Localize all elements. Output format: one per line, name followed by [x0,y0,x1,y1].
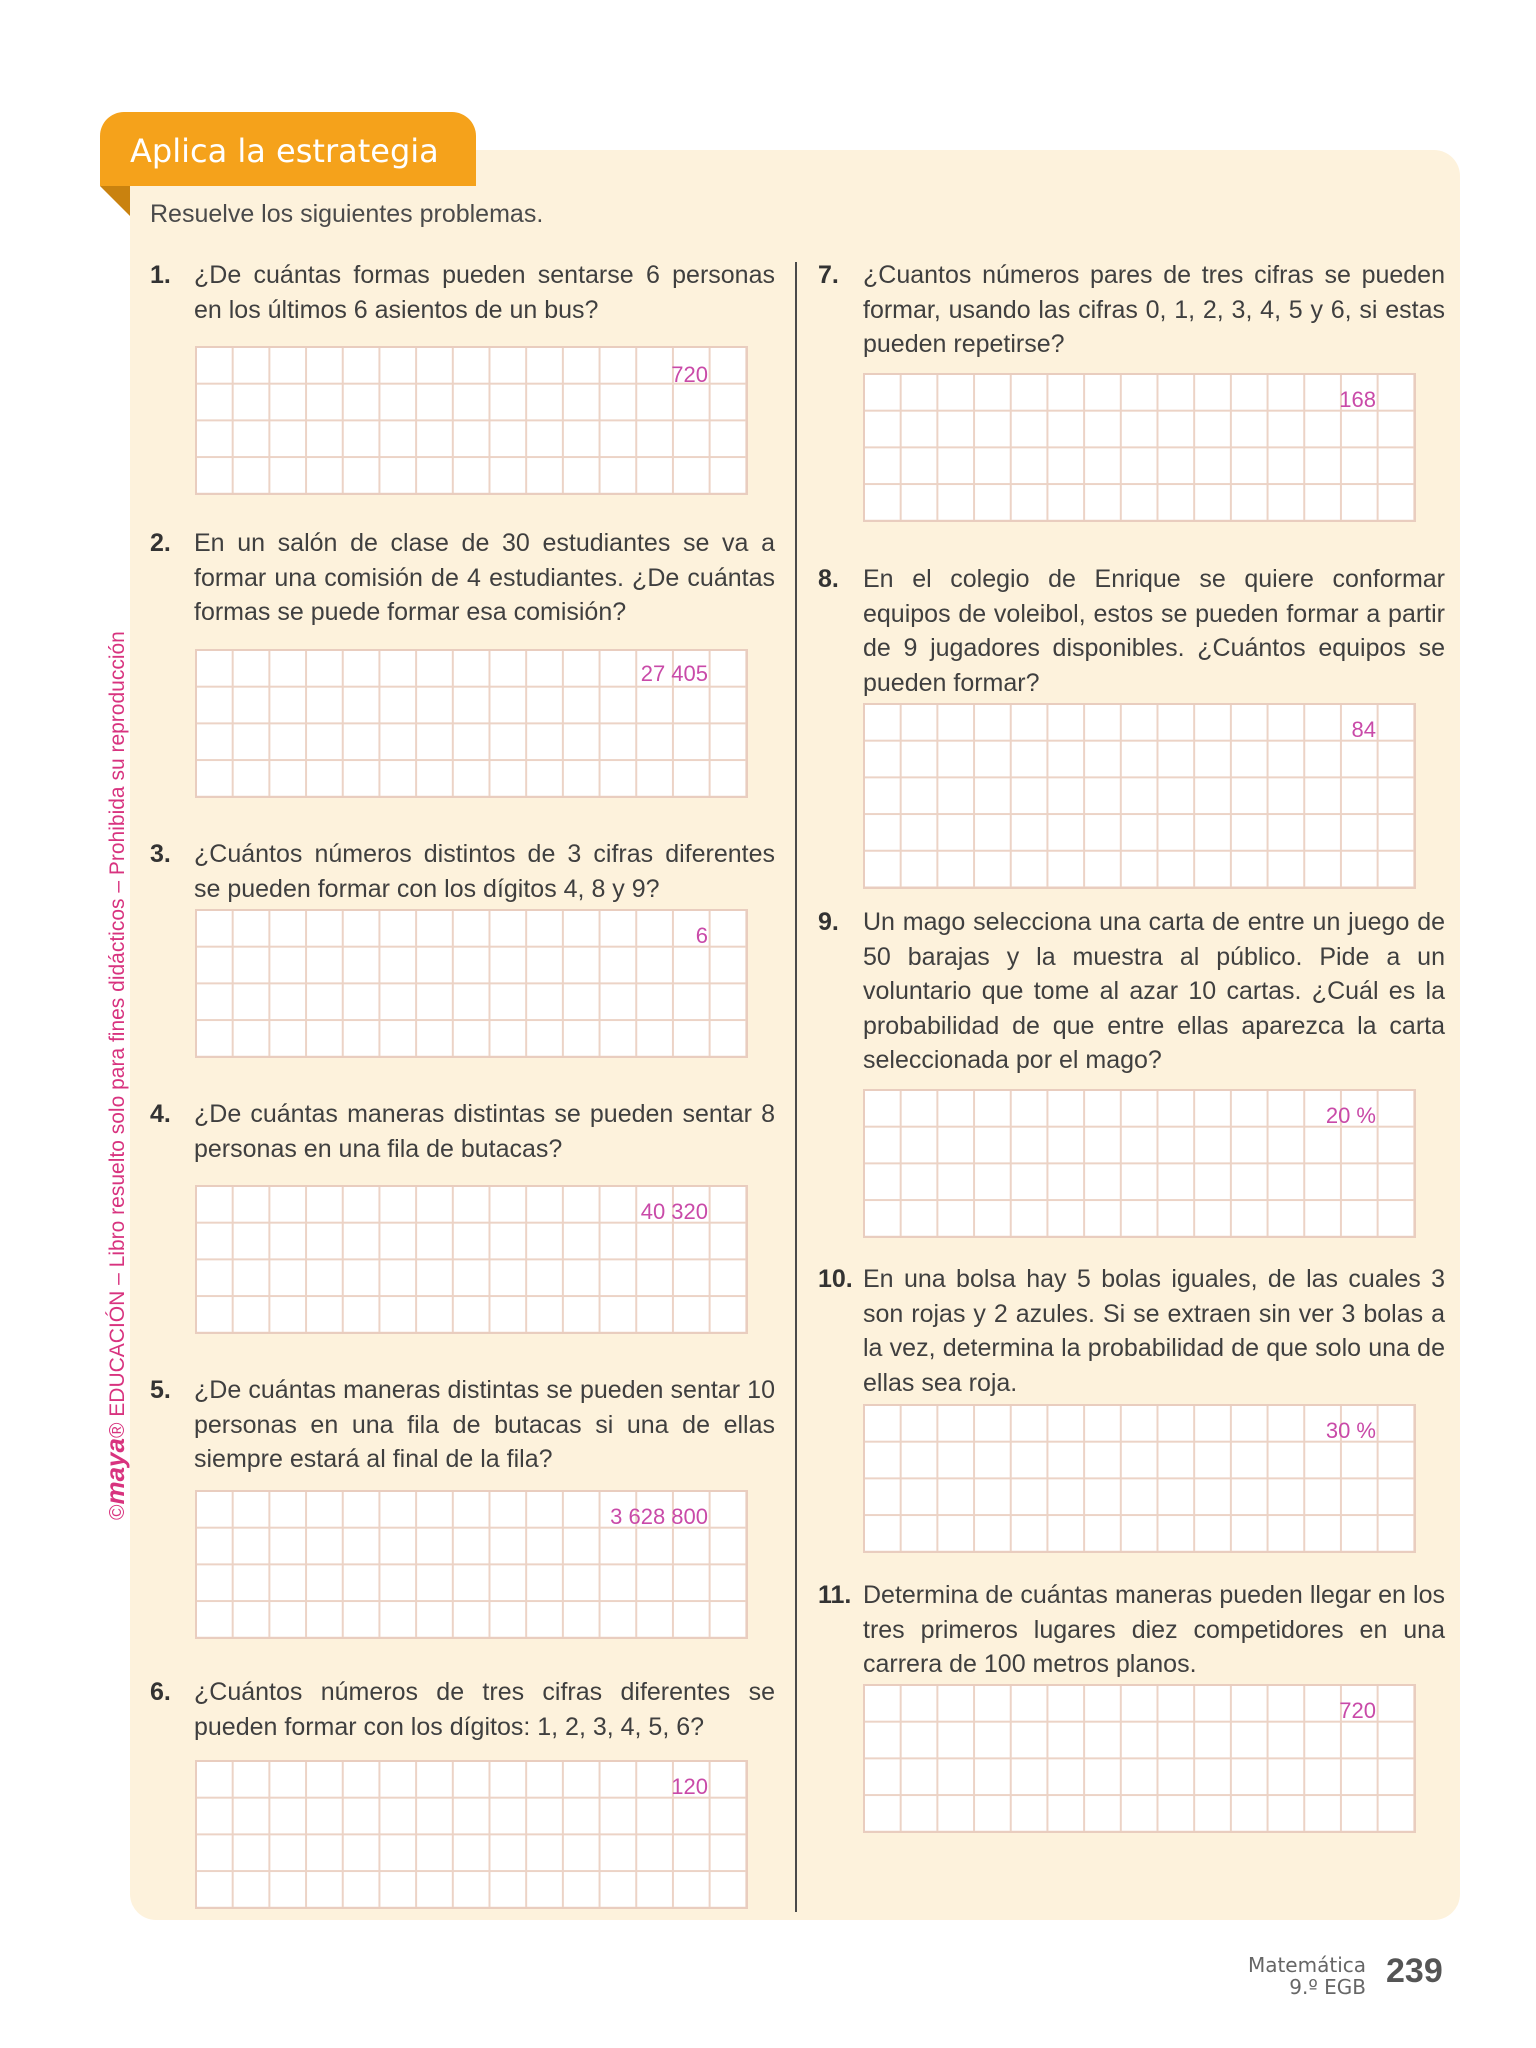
answer-5: 3 628 800 [610,1504,708,1529]
problem-number: 1. [150,261,171,289]
footer-subject [1248,1954,1366,1998]
problem-4 [150,1097,775,1166]
problem-number: 7. [818,261,839,289]
answer-6: 120 [671,1774,708,1799]
answer-grid-3[interactable] [195,909,748,1058]
answer-grid-9[interactable] [863,1089,1416,1238]
problem-text: ¿Cuantos números pares de tres cifras se pueden formar, usando las cifras 0, 1, 2, 3, 4, 5 y 6, si estas pueden repetirse? [863,261,1445,358]
problem-text: Un mago selecciona una carta de entre un juego de 50 barajas y la muestra al público. Pide a un voluntario que tome al azar 10 cartas. ¿Cuál es la probabilidad de que entre ellas aparezca la carta seleccionada por el mago? [863,908,1445,1074]
answer-4: 40 320 [640,1199,708,1224]
answer-1: 720 [671,362,708,387]
answer-2: 27 405 [640,661,708,686]
column-divider [795,262,797,1912]
answer-grid-2[interactable] [195,649,748,798]
problem-text: ¿De cuántas maneras distintas se pueden sentar 10 personas en una fila de butacas si una de ellas siempre estará al final de la fila? [194,1376,775,1473]
answer-grid-10[interactable] [863,1404,1416,1553]
problem-number: 9. [818,908,839,936]
problem-number: 2. [150,529,171,557]
problem-5 [150,1373,775,1477]
problem-number: 10. [818,1265,853,1293]
problem-text: En el colegio de Enrique se quiere conformar equipos de voleibol, estos se pueden formar a partir de 9 jugadores disponibles. ¿Cuántos equipos se pueden formar? [863,565,1445,697]
problem-text: En una bolsa hay 5 bolas iguales, de las cuales 3 son rojas y 2 azules. Si se extraen sin ver 3 bolas a la vez, determina la probabilidad de que solo una de ellas sea roja. [863,1265,1445,1397]
problem-10 [818,1262,1445,1400]
problem-8 [818,562,1445,700]
problem-number: 11. [818,1581,852,1609]
problem-7 [818,258,1445,362]
problem-9 [818,905,1445,1078]
answer-10: 30 % [1325,1418,1376,1443]
problem-number: 6. [150,1678,171,1706]
answer-8: 84 [1351,717,1376,742]
answer-grid-11[interactable] [863,1684,1416,1833]
footer-grade: 9.º EGB [1289,1975,1366,1999]
problem-number: 4. [150,1100,171,1128]
answer-grid-7[interactable] [863,373,1416,522]
answer-3: 6 [695,923,708,948]
problem-number: 8. [818,565,839,593]
problem-text: ¿Cuántos números de tres cifras diferentes se pueden formar con los dígitos: 1, 2, 3, 4, 5, 6? [194,1678,775,1741]
problem-text: ¿De cuántas maneras distintas se pueden sentar 8 personas en una fila de butacas? [194,1100,775,1163]
problem-2 [150,526,775,630]
answer-grid-5[interactable] [195,1490,748,1639]
answer-7: 168 [1339,387,1376,412]
problem-text: ¿Cuántos números distintos de 3 cifras diferentes se pueden formar con los dígitos 4, 8 y 9? [194,840,775,903]
problem-1 [150,258,775,327]
problem-text: ¿De cuántas formas pueden sentarse 6 personas en los últimos 6 asientos de un bus? [194,261,775,324]
brand-logo: maya [100,1438,130,1505]
section-tab: Aplica la estrategia [100,112,476,186]
answer-11: 720 [1339,1698,1376,1723]
side-copyright: ©maya® EDUCACIÓN – Libro resuelto solo para fines didácticos – Prohibida su reproducción [100,631,130,1520]
answer-grid-4[interactable] [195,1185,748,1334]
intro-text: Resuelve los siguientes problemas. [150,200,544,228]
answer-grid-1[interactable] [195,346,748,495]
tab-fold [100,186,130,216]
answer-grid-8[interactable] [863,703,1416,889]
problem-11 [818,1578,1445,1682]
problem-3 [150,837,775,906]
page-number: 239 [1386,1952,1443,1990]
problem-6 [150,1675,775,1744]
answer-9: 20 % [1325,1103,1376,1128]
problem-number: 5. [150,1376,171,1404]
problem-number: 3. [150,840,171,868]
problem-text: En un salón de clase de 30 estudiantes se va a formar una comisión de 4 estudiantes. ¿De cuántas formas se puede formar esa comisión? [194,529,775,626]
side-copyright-text: EDUCACIÓN – Libro resuelto solo para fines didácticos – Prohibida su reproducción [106,631,129,1417]
answer-grid-6[interactable] [195,1760,748,1909]
footer-subject-name: Matemática [1247,1953,1366,1977]
problem-text: Determina de cuántas maneras pueden llegar en los tres primeros lugares diez competidores en una carrera de 100 metros planos. [863,1581,1445,1678]
